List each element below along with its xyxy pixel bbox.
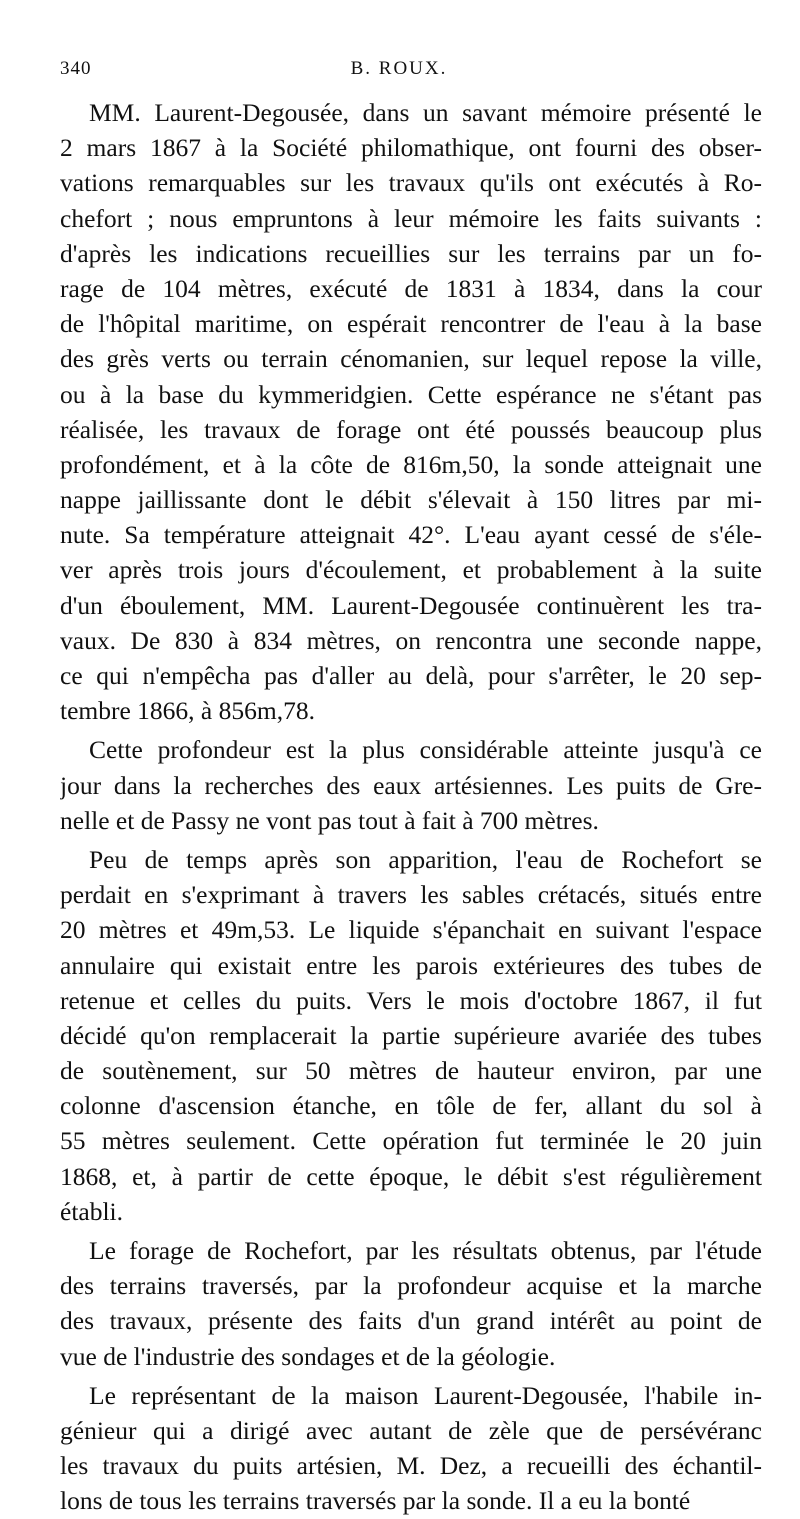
text-line: rage de 104 mètres, exécuté de 1831 à 1834, dans la cour bbox=[60, 273, 762, 303]
text-line: nelle et de Passy ne vont pas tout à fait à 700 mètres. bbox=[60, 805, 599, 835]
text-line: vue de l'industrie des sondages et de la géologie. bbox=[60, 1341, 556, 1371]
paragraph bbox=[60, 1233, 762, 1374]
text-line: d'après les indications recueillies sur les terrains par un fo- bbox=[60, 238, 762, 268]
text-line: génieur qui a dirigé avec autant de zèle que de persévéranc bbox=[60, 1415, 762, 1445]
text-line: vaux. De 830 à 834 mètres, on rencontra une seconde nappe, bbox=[60, 625, 762, 655]
text-line: MM. Laurent-Degousée, dans un savant mémoire présenté le bbox=[89, 98, 762, 127]
text-line: profondément, et à la côte de 816m,50, la sonde atteignait une bbox=[60, 449, 762, 479]
text-line: perdait en s'exprimant à travers les sables crétacés, situés entre bbox=[60, 880, 762, 910]
text-line: lons de tous les terrains traversés par la sonde. Il a eu la bonté bbox=[60, 1486, 691, 1516]
text-line: des travaux, présente des faits d'un grand intérêt au point de bbox=[60, 1306, 762, 1336]
text-line: les travaux du puits artésien, M. Dez, a recueilli des échantil- bbox=[60, 1451, 762, 1481]
text-line: ce qui n'empêcha pas d'aller au delà, pour s'arrêter, le 20 sep- bbox=[60, 661, 762, 690]
running-head-author: B. ROUX. bbox=[350, 58, 448, 79]
text-line: des terrains traversés, par la profondeur acquise et la marche bbox=[60, 1271, 762, 1301]
text-line: chefort ; nous empruntons à leur mémoire les faits suivants : bbox=[60, 203, 762, 233]
text-line: nappe jaillissante dont le débit s'élevait à 150 litres par mi- bbox=[60, 485, 762, 515]
text-line: des grès verts ou terrain cénomanien, sur lequel repose la ville, bbox=[60, 344, 762, 374]
text-line: d'un éboulement, MM. Laurent-Degousée continuèrent les tra- bbox=[60, 590, 762, 620]
text-line: ver après trois jours d'écoulement, et probablement à la suite bbox=[60, 555, 762, 585]
text-line: décidé qu'on remplacerait la partie supérieure avariée des tubes bbox=[60, 1020, 762, 1050]
text-line: 2 mars 1867 à la Société philomathique, ont fourni des obser- bbox=[60, 133, 762, 163]
text-line: Le représentant de la maison Laurent-Degousée, l'habile in- bbox=[89, 1380, 762, 1410]
text-line: Le forage de Rochefort, par les résultats obtenus, par l'étude bbox=[89, 1236, 762, 1265]
paragraph bbox=[60, 842, 762, 1229]
paragraph bbox=[60, 1378, 762, 1519]
text-line: retenue et celles du puits. Vers le mois d'octobre 1867, il fut bbox=[60, 985, 762, 1015]
text-line: de l'hôpital maritime, on espérait rencontrer de l'eau à la base bbox=[60, 309, 762, 339]
text-line: colonne d'ascension étanche, en tôle de fer, allant du sol à bbox=[60, 1091, 762, 1121]
text-line: nute. Sa température atteignait 42°. L'eau ayant cessé de s'éle- bbox=[60, 520, 762, 550]
text-line: Peu de temps après son apparition, l'eau de Rochefort se bbox=[89, 844, 762, 874]
body-text bbox=[60, 95, 762, 1519]
text-line: vations remarquables sur les travaux qu'ils ont exécutés à Ro- bbox=[60, 168, 762, 198]
text-line: 55 mètres seulement. Cette opération fut terminée le 20 juin bbox=[60, 1126, 762, 1156]
text-line: 20 mètres et 49m,53. Le liquide s'épanchait en suivant l'espace bbox=[60, 915, 762, 945]
text-line: établi. bbox=[60, 1196, 124, 1226]
paragraph bbox=[60, 732, 762, 838]
text-line: Cette profondeur est la plus considérable atteinte jusqu'à ce bbox=[89, 735, 762, 765]
paragraph bbox=[60, 95, 762, 728]
text-line: de soutènement, sur 50 mètres de hauteur environ, par une bbox=[60, 1056, 762, 1086]
page-number: 340 bbox=[60, 58, 92, 79]
text-line: ou à la base du kymmeridgien. Cette espérance ne s'étant pas bbox=[60, 379, 762, 409]
running-head bbox=[60, 58, 738, 88]
text-line: réalisée, les travaux de forage ont été poussés beaucoup plus bbox=[60, 414, 762, 444]
text-line: jour dans la recherches des eaux artésiennes. Les puits de Gre- bbox=[60, 770, 762, 800]
text-line: annulaire qui existait entre les parois extérieures des tubes de bbox=[60, 950, 762, 980]
text-line: tembre 1866, à 856m,78. bbox=[60, 696, 315, 726]
text-line: 1868, et, à partir de cette époque, le débit s'est régulièrement bbox=[60, 1161, 762, 1191]
